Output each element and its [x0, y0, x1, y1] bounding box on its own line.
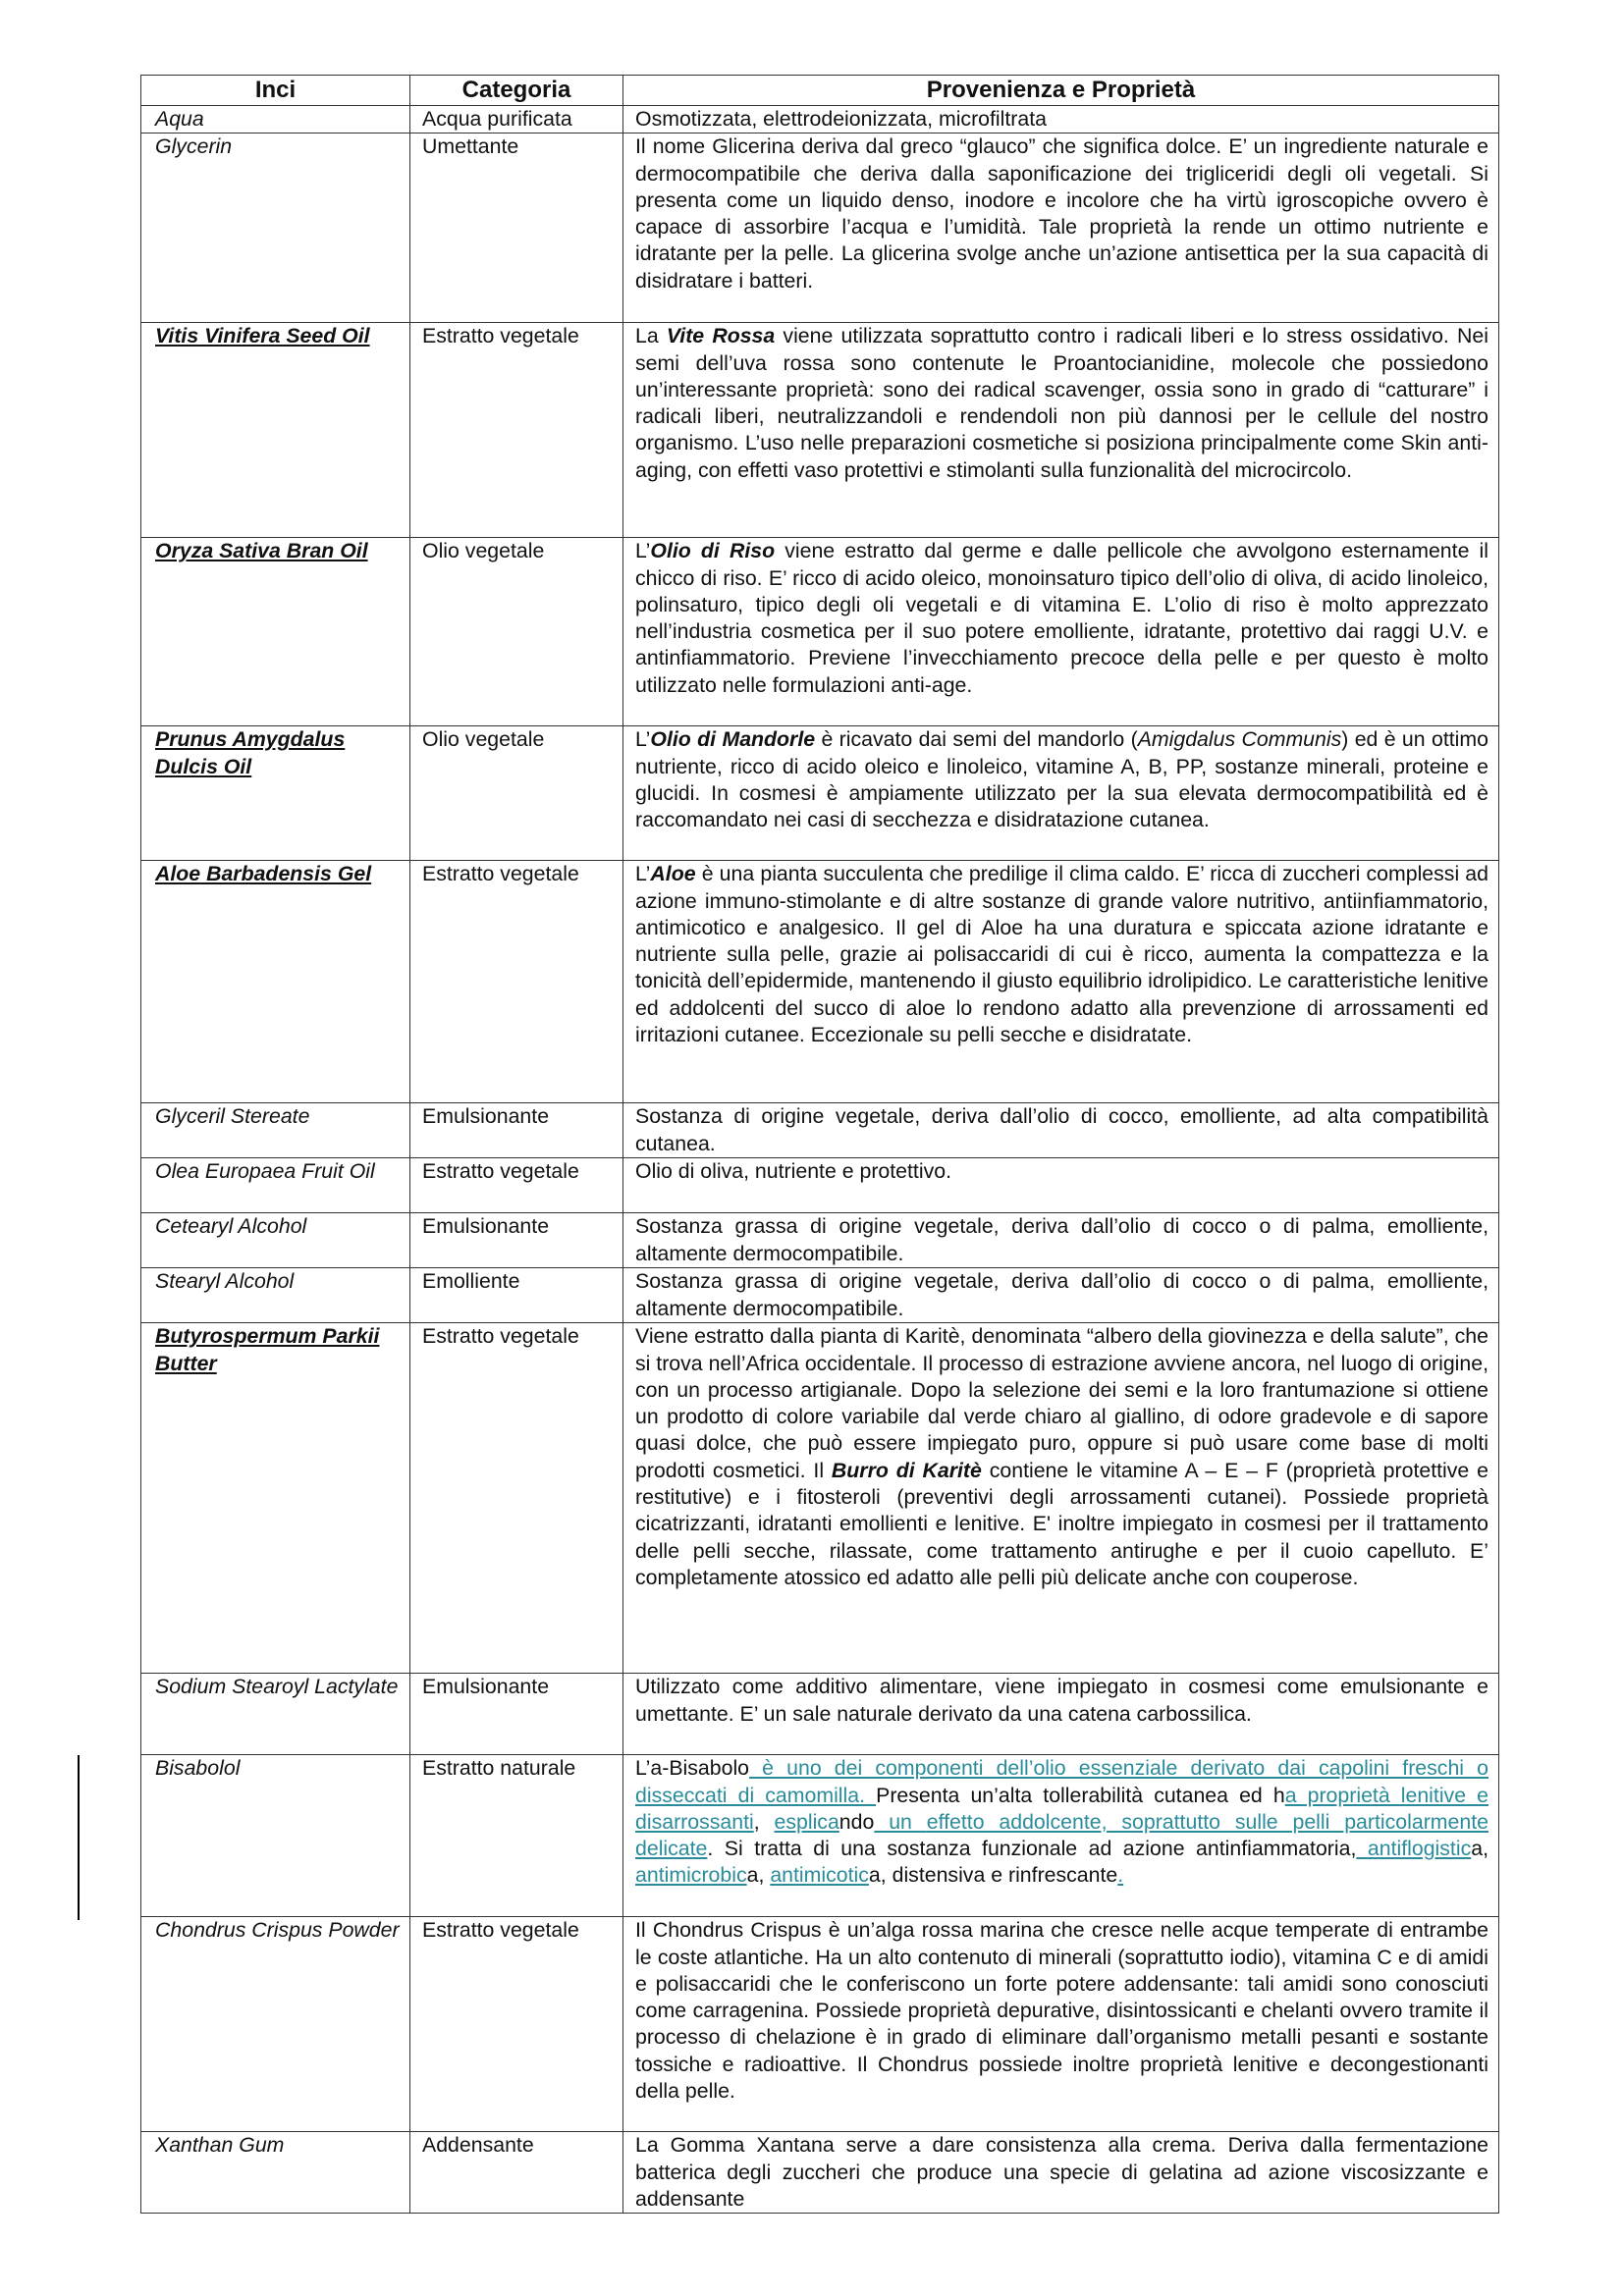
table-row: [141, 1674, 1499, 1755]
desc-link[interactable]: antimicotic: [770, 1863, 869, 1888]
description-cell: Utilizzato come additivo alimentare, viene impiegato in cosmesi come emulsionante e umettante. E’ un sale naturale derivato da una catena carbossilica.: [623, 1674, 1499, 1755]
description-cell: Sostanza grassa di origine vegetale, deriva dall’olio di cocco o di palma, emolliente, altamente dermocompatibile.: [623, 1268, 1499, 1323]
desc-text: viene utilizzata soprattutto contro i radicali liberi e lo stress ossidativo. Nei semi dell’uva rossa sono contenute le Proantocianidine, molecole che possiedono un’interessante proprietà: sono dei radical scavenger, ossia sono in grado di “catturare” i radicali liberi, neutralizzandoli e rendendoli non più dannosi per le cellule del nostro organismo. L’uso nelle preparazioni cosmetiche si posiziona principalmente come Skin anti-aging, con effetti vaso protettivi e stimolanti sulla funzionalità del microcircolo.: [635, 324, 1488, 482]
table-header-row: [141, 76, 1499, 106]
header-provenienza: Provenienza e Proprietà: [623, 76, 1499, 106]
desc-text: ndo: [839, 1809, 875, 1834]
description-cell: [623, 1323, 1499, 1674]
description-cell: Osmotizzata, elettrodeionizzata, microfiltrata: [623, 106, 1499, 133]
inci-cell: Sodium Stearoyl Lactylate: [141, 1674, 410, 1755]
description-cell: Il nome Glicerina deriva dal greco “glauco” che significa dolce. E’ un ingrediente naturale e dermocompatibile che deriva dalla saponificazione dei trigliceridi degli oli vegetali. Si presenta come un liquido denso, inodore e incolore che ha virtù igroscopiche ovvero è capace di assorbire l’acqua e l’umidità. Tale proprietà la rende un ottimo nutriente e idratante per la pelle. La glicerina svolge anche un’azione antisettica per la sua capacità di disidratare i batteri.: [623, 133, 1499, 323]
margin-change-bar: [78, 1755, 80, 1920]
description-cell: Il Chondrus Crispus è un’alga rossa marina che cresce nelle acque temperate di entrambe le coste atlantiche. Ha un alto contenuto di minerali (soprattutto iodio), vitamina C e di amidi e polisaccaridi che le conferiscono un forte potere addensante: tali amidi sono conosciuti come carragenina. Possiede proprietà depurative, disintossicanti e chelanti ovvero tramite il processo di chelazione è in grado di eliminare dall’organismo metalli pesanti e sostante tossiche e radioattive. Il Chondrus possiede inoltre proprietà lenitive e decongestionanti della pelle.: [623, 1917, 1499, 2132]
desc-text: è una pianta succulenta che predilige il clima caldo. E’ ricca di zuccheri complessi ad azione immuno-stimolante e di altre sostanze di grande valore nutritivo, antiinfiammatorio, antimicotico e analgesico. Il gel di Aloe ha una duratura e spiccata azione idratante e nutriente sulla pelle, grazie ai polisaccaridi di cui è ricco, aumenta la compattezza e la tonicità dell’epidermide, mantenendo il giusto equilibrio idrolipidico. Le caratteristiche lenitive ed addolcenti del succo di aloe lo rendono adatto alla prevenzione di arrossamenti ed irritazioni cutanee. Eccezionale su pelli secche e disidratate.: [635, 862, 1488, 1047]
desc-italic: Amigdalus Communis: [1137, 727, 1342, 752]
desc-text: ) ed è un ottimo nutriente, ricco di acido oleico e linoleico, vitamine A, B, PP, sostanze minerali, proteine e glucidi. In cosmesi è ampiamente utilizzato per la sua elevata dermocompatibilità ed è raccomandato nei casi di secchezza e disidratazione cutanea.: [635, 727, 1488, 832]
table-row: [141, 1755, 1499, 1917]
inci-cell: [141, 726, 410, 861]
desc-emphasis: Burro di Karitè: [831, 1458, 982, 1482]
desc-emphasis: Vite Rossa: [666, 324, 776, 348]
ingredients-table: [140, 75, 1499, 2214]
description-cell: [623, 1755, 1499, 1917]
category-cell: Emulsionante: [410, 1674, 623, 1755]
table-row: [141, 1213, 1499, 1268]
desc-text: Presenta un’alta tollerabilità cutanea ed h: [876, 1783, 1285, 1807]
desc-link[interactable]: antimicrobic: [635, 1863, 747, 1888]
desc-link[interactable]: è uno dei componenti dell’olio essenziale derivato dai capolini freschi o disseccati di camomilla.: [635, 1756, 1488, 1807]
table-row: [141, 538, 1499, 726]
inci-cell: Chondrus Crispus Powder: [141, 1917, 410, 2132]
inci-cell: Xanthan Gum: [141, 2132, 410, 2214]
inci-cell: [141, 538, 410, 726]
table-row: [141, 1268, 1499, 1323]
description-cell: Sostanza di origine vegetale, deriva dall’olio di cocco, emolliente, ad alta compatibilità cutanea.: [623, 1103, 1499, 1158]
desc-link[interactable]: a proprietà lenitive e disarrossanti: [635, 1783, 1488, 1834]
inci-cell: Cetearyl Alcohol: [141, 1213, 410, 1268]
desc-text: a,: [1471, 1837, 1488, 1861]
desc-link[interactable]: antiflogistic: [1356, 1837, 1472, 1861]
desc-text: L’: [635, 862, 651, 886]
inci-cell: Glycerin: [141, 133, 410, 323]
desc-text: . Si tratta di una sostanza funzionale ad azione antinfiammatoria,: [707, 1837, 1357, 1861]
description-cell: Sostanza grassa di origine vegetale, deriva dall’olio di cocco o di palma, emolliente, altamente dermocompatibile.: [623, 1213, 1499, 1268]
desc-text: ,: [753, 1809, 775, 1834]
inci-cell: Olea Europaea Fruit Oil: [141, 1158, 410, 1213]
inci-name: Butyrospermum Parkii Butter: [155, 1324, 380, 1375]
inci-name: Oryza Sativa Bran Oil: [155, 539, 368, 563]
inci-name: Vitis Vinifera Seed Oil: [155, 324, 370, 348]
inci-cell: Aqua: [141, 106, 410, 133]
desc-text: è ricavato dai semi del mandorlo (: [815, 727, 1138, 752]
category-cell: Umettante: [410, 133, 623, 323]
description-cell: [623, 726, 1499, 861]
desc-text: a,: [746, 1863, 771, 1888]
category-cell: Estratto vegetale: [410, 1917, 623, 2132]
category-cell: Estratto naturale: [410, 1755, 623, 1917]
table-row: [141, 133, 1499, 323]
desc-link[interactable]: esplica: [774, 1809, 839, 1834]
desc-link[interactable]: un: [874, 1809, 927, 1834]
desc-text: L’a-Bisabolo: [635, 1756, 750, 1781]
category-cell: Olio vegetale: [410, 538, 623, 726]
category-cell: Acqua purificata: [410, 106, 623, 133]
category-cell: Emolliente: [410, 1268, 623, 1323]
table-row: [141, 861, 1499, 1103]
table-row: [141, 323, 1499, 538]
category-cell: Estratto vegetale: [410, 1323, 623, 1674]
desc-text: La: [635, 324, 667, 348]
category-cell: Emulsionante: [410, 1103, 623, 1158]
table-row: [141, 1917, 1499, 2132]
table-row: [141, 106, 1499, 133]
inci-cell: [141, 323, 410, 538]
description-cell: La Gomma Xantana serve a dare consistenza alla crema. Deriva dalla fermentazione batterica degli zuccheri che produce una specie di gelatina ad azione viscosizzante e addensante: [623, 2132, 1499, 2214]
description-cell: [623, 538, 1499, 726]
desc-text: Viene estratto dalla pianta di Karitè, denominata “albero della giovinezza e della salute”, che si trova nell’Africa occidentale. Il processo di estrazione avviene ancora, nel luogo di origine, con un processo artigianale. Dopo la selezione dei semi e la loro frantumazione si ottiene un prodotto di colore variabile dal verde chiaro al giallino, di odore gradevole e di sapore quasi dolce, che può essere impiegato puro, oppure si può usare come base di molti prodotti cosmetici. Il: [635, 1324, 1488, 1482]
desc-emphasis: Aloe: [650, 862, 696, 886]
inci-cell: [141, 861, 410, 1103]
inci-cell: Bisabolol: [141, 1755, 410, 1917]
desc-text: a, distensiva e rinfrescante: [868, 1863, 1118, 1888]
category-cell: Estratto vegetale: [410, 1158, 623, 1213]
table-row: [141, 1323, 1499, 1674]
desc-emphasis: Olio di Mandorle: [650, 727, 816, 752]
category-cell: Olio vegetale: [410, 726, 623, 861]
category-cell: Emulsionante: [410, 1213, 623, 1268]
inci-cell: Glyceril Stereate: [141, 1103, 410, 1158]
category-cell: Estratto vegetale: [410, 861, 623, 1103]
description-cell: [623, 861, 1499, 1103]
header-categoria: Categoria: [410, 76, 623, 106]
header-inci: Inci: [141, 76, 410, 106]
desc-text: viene estratto dal germe e dalle pellicole che avvolgono esternamente il chicco di riso. E’ ricco di acido oleico, monoinsaturo tipico dell’olio di oliva, di acido linoleico, polinsaturo, tipico degli oli vegetali e di vitamina E. L’olio di riso è molto apprezzato nell’industria cosmetica per il suo potere emolliente, idratante, protettivo dai raggi U.V. e antinfiammatorio. Previene l’invecchiamento precoce della pelle e per questo è molto utilizzato nelle formulazioni anti-age.: [635, 539, 1488, 697]
desc-link[interactable]: .: [1117, 1863, 1124, 1888]
inci-cell: Stearyl Alcohol: [141, 1268, 410, 1323]
description-cell: Olio di oliva, nutriente e protettivo.: [623, 1158, 1499, 1213]
desc-text: L’: [635, 727, 651, 752]
table-row: [141, 726, 1499, 861]
category-cell: Addensante: [410, 2132, 623, 2214]
desc-text: contiene le vitamine A – E – F (proprietà protettive e restitutive) e i fitosteroli (preventivi degli arrossamenti cutanei). Possiede proprietà cicatrizzanti, idratanti emollienti e lenitive. E' inoltre impiegato in cosmesi per il trattamento delle pelli secche, rilassate, come trattamento antirughe e per il cuoio capelluto. E’ completamente atossico ed adatto alle pelli più delicate anche con couperose.: [635, 1458, 1488, 1589]
inci-name: Prunus Amygdalus Dulcis Oil: [155, 727, 346, 778]
table-row: [141, 1158, 1499, 1213]
desc-link[interactable]: effetto addolcente, soprattutto sulle pelli particolarmente delicate: [635, 1809, 1488, 1861]
desc-text: L’: [635, 539, 651, 563]
inci-cell: [141, 1323, 410, 1674]
table-row: [141, 1103, 1499, 1158]
category-cell: Estratto vegetale: [410, 323, 623, 538]
table-row: [141, 2132, 1499, 2214]
description-cell: [623, 323, 1499, 538]
desc-emphasis: Olio di Riso: [650, 539, 776, 563]
inci-name: Aloe Barbadensis Gel: [155, 862, 372, 886]
